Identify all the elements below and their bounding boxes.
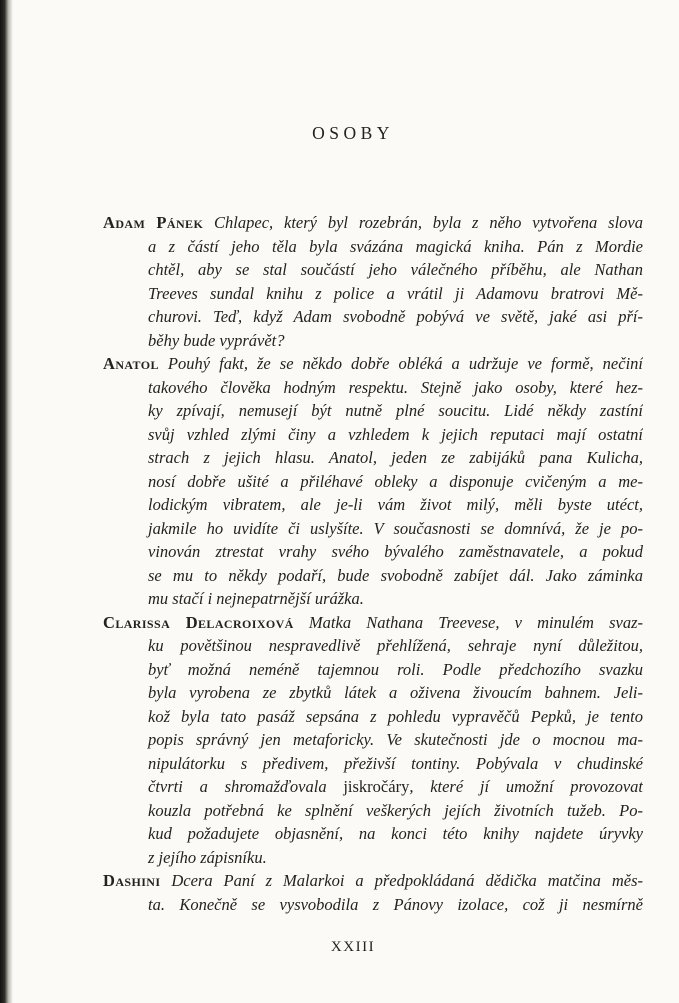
text-line: chtěl, aby se stal součástí jeho válečného příběhu, ale Nathan <box>148 260 643 279</box>
character-list <box>103 211 643 916</box>
emphasized-term: jiskročáry <box>343 777 410 796</box>
character-entry <box>103 611 643 870</box>
text-line: čtvrti a shromažďovala jiskročáry, které jí umožní provozovat <box>148 777 643 796</box>
character-entry <box>103 211 643 352</box>
text-line: nipulátorku s předivem, přeživší tontiny. Pobývala v chudinské <box>148 753 643 773</box>
character-name: Anatol <box>103 354 159 373</box>
text-line: takového člověka hodným respektu. Stejně jako osoby, které hez- <box>148 377 643 397</box>
text-line: ku povětšinou nespravedlivě přehlížená, sehraje nyní důležitou, <box>148 636 643 655</box>
character-name: Adam Pánek <box>103 213 204 232</box>
text-line: a z částí jeho těla byla svázána magická kniha. Pán z Mordie <box>148 236 643 256</box>
scan-gutter-shadow <box>0 0 13 1003</box>
character-name: Dashini <box>103 871 161 890</box>
text-line: byť možná neméně tajemnou roli. Podle předchozího svazku <box>148 659 643 679</box>
text-line: běhy bude vyprávět? <box>148 330 285 350</box>
text-line: Anatol Pouhý fakt, že se někdo dobře obléká a udržuje ve formě, nečiní <box>103 354 643 373</box>
text-line: mu stačí i nejnepatrnější urážka. <box>148 589 364 608</box>
character-name: Clarissa Delacroixová <box>103 612 294 632</box>
text-line: nosí dobře ušité a přiléhavé obleky a disponuje cvičeným a me- <box>148 471 643 491</box>
text-line: ta. Konečně se vysvobodila z Pánovy izolace, což ji nesmírně <box>148 894 643 914</box>
text-line: kud požadujete objasnění, na konci této knihy najdete úryvky <box>148 824 643 843</box>
text-line: popis správný jen metaforicky. Ve skutečnosti jde o mocnou ma- <box>148 730 643 749</box>
text-line: Adam Pánek Chlapec, který byl rozebrán, byla z něho vytvořena slova <box>103 213 643 232</box>
text-line: svůj vzhled zlými činy a vzhledem k jejich reputaci mají ostatní <box>148 424 643 444</box>
text-line: kouzla potřebná ke splnění veškerých jejích životních tužeb. Po- <box>148 800 643 820</box>
text-line: jakmile ho uvidíte či uslyšíte. V současnosti se domnívá, že je po- <box>148 518 643 538</box>
text-line: z jejího zápisníku. <box>148 847 267 867</box>
text-line: se mu to někdy podaří, bude svobodně zabíjet dál. Jako záminka <box>148 565 643 585</box>
text-line: Clarissa Delacroixová Matka Nathana Treevese, v minulém svaz- <box>103 612 643 632</box>
text-line: byla vyrobena ze zbytků látek a oživena živoucím bahnem. Jeli- <box>148 683 643 702</box>
character-entry <box>103 352 643 611</box>
text-line: lodickým vibratem, ale je-li vám život milý, měli byste utéct, <box>148 495 643 514</box>
section-title: OSOBY <box>312 123 394 143</box>
character-entry <box>103 869 643 916</box>
text-line: Treeves sundal knihu z police a vrátil ji Adamovu bratrovi Mě- <box>148 283 643 303</box>
text-line: Dashini Dcera Paní z Malarkoi a předpokládaná dědička matčina měs- <box>103 871 643 890</box>
text-line: churovi. Teď, když Adam svobodně pobývá ve světě, jaké asi pří- <box>148 307 643 326</box>
text-line: strach z jejich hlasu. Anatol, jeden ze zabijáků pana Kulicha, <box>148 448 643 467</box>
text-line: ky zpívají, nemusejí být nutně plné soucitu. Lidé někdy zastíní <box>148 401 643 420</box>
text-line: vinován ztrestat vrahy svého bývalého zaměstnavatele, a pokud <box>148 542 643 561</box>
text-line: kož byla tato pasáž sepsána z pohledu vypravěčů Pepků, je tento <box>148 706 643 726</box>
page-number: XXIII <box>330 939 376 955</box>
